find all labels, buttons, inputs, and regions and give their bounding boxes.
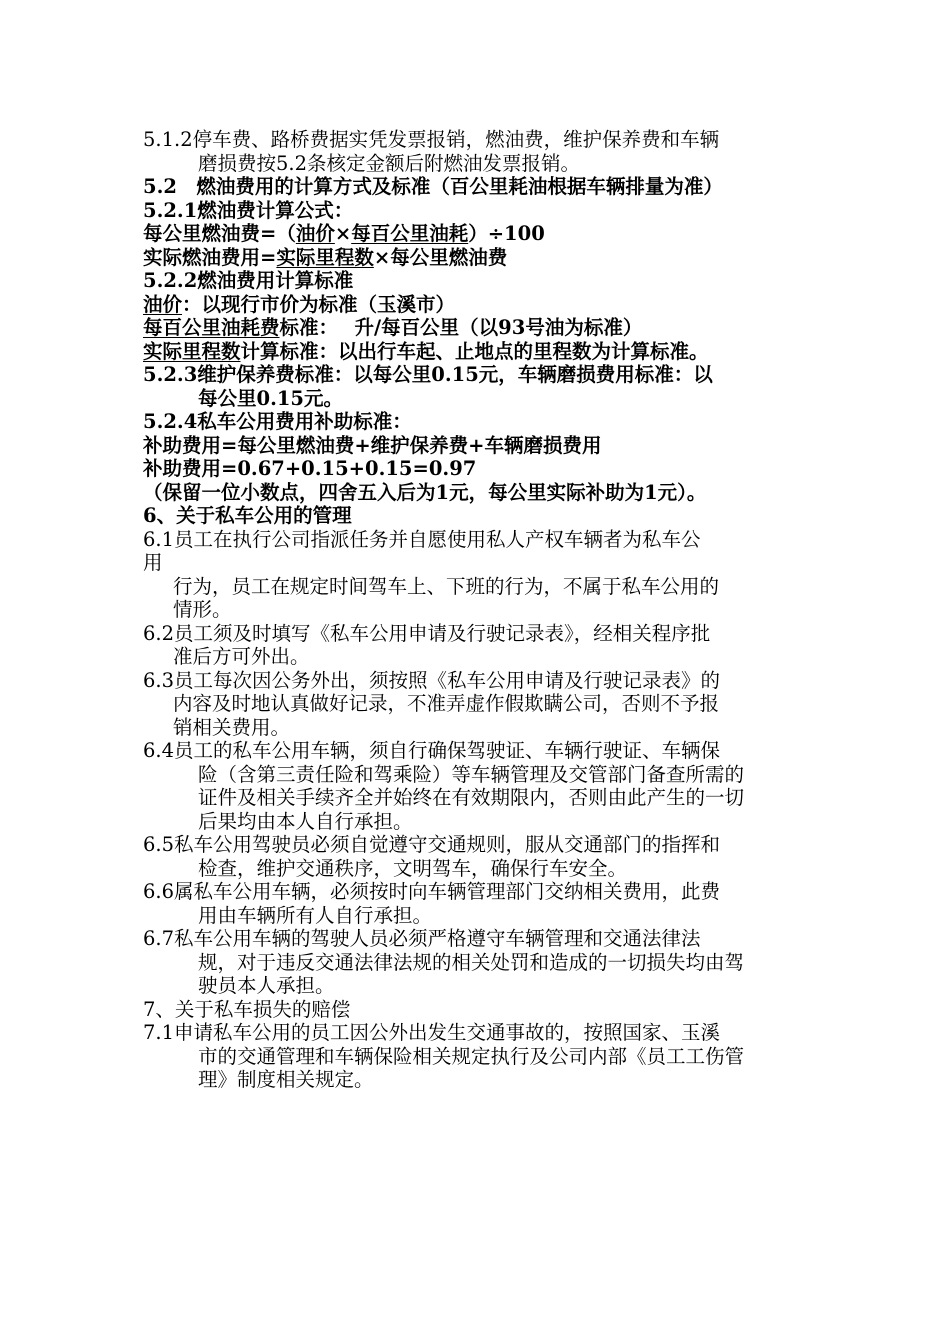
subsection-heading: 5.2.2燃油费用计算标准 — [143, 269, 354, 292]
subsection-heading: 5.2.1燃油费计算公式： — [143, 198, 354, 222]
text-line: 6.1员工在执行公司指派任务并自愿使用私人产权车辆者为私车公 — [143, 527, 701, 551]
section-heading: 6、关于私车公用的管理 — [143, 504, 352, 527]
text-span: ）÷100 — [468, 222, 545, 245]
text-line: 6.5私车公用驾驶员必须自觉遵守交通规则，服从交通部门的指挥和 — [143, 833, 721, 856]
underlined-term: 油价 — [295, 222, 335, 245]
subsection-heading: 5.2.4私车公用费用补助标准： — [143, 410, 412, 433]
text-span: 标准： 升/每百公里（以93号油为标准） — [279, 316, 643, 339]
text-line: 险（含第三责任险和驾乘险）等车辆管理及交管部门备查所需的 — [198, 762, 745, 786]
text-line: 内容及时地认真做好记录，不准弄虚作假欺瞒公司，否则不予报 — [173, 692, 720, 715]
formula-line — [143, 246, 815, 270]
text-span: 每公里燃油费=（ — [143, 222, 296, 245]
text-line: 理》制度相关规定。 — [198, 1068, 374, 1091]
formula-line: 补助费用=0.67+0.15+0.15=0.97 — [143, 457, 477, 480]
text-line: 驶员本人承担。 — [198, 974, 335, 997]
text-line: 6.3员工每次因公务外出，须按照《私车公用申请及行驶记录表》的 — [143, 668, 721, 692]
text-line: 行为，员工在规定时间驾车上、下班的行为，不属于私车公用的 — [173, 574, 720, 598]
text-line: 检查，维护交通秩序，文明驾车，确保行车安全。 — [198, 856, 628, 880]
section-heading: 7、关于私车损失的赔偿 — [143, 997, 351, 1021]
text-line: （保留一位小数点，四舍五入后为1元，每公里实际补助为1元）。 — [143, 480, 707, 504]
underlined-term: 实际里程数 — [276, 245, 374, 269]
text-line: 规，对于违反交通法律法规的相关处罚和造成的一切损失均由驾 — [198, 950, 745, 974]
text-line: 6.6属私车公用车辆，必须按时向车辆管理部门交纳相关费用，此费 — [143, 880, 721, 903]
text-line: 用 — [143, 551, 163, 574]
text-line: 每公里0.15元。 — [198, 386, 343, 410]
text-line — [143, 293, 815, 317]
text-line: 证件及相关手续齐全并始终在有效期限内，否则由此产生的一切 — [198, 786, 745, 809]
text-span: ×每公里燃油费 — [373, 245, 508, 269]
section-heading: 5.2 燃油费用的计算方式及标准（百公里耗油根据车辆排量为准） — [143, 175, 723, 198]
underlined-term: 实际里程数 — [143, 339, 241, 363]
text-line: 5.2.3维护保养费标准：以每公里0.15元，车辆磨损费用标准：以 — [143, 363, 713, 386]
text-line: 6.2员工须及时填写《私车公用申请及行驶记录表》，经相关程序批 — [143, 621, 711, 645]
text-line: 5.1.2停车费、路桥费据实凭发票报销，燃油费，维护保养费和车辆 — [143, 128, 720, 151]
text-line: 销相关费用。 — [173, 715, 291, 739]
text-line — [143, 340, 815, 364]
underlined-term: 油价 — [143, 292, 183, 316]
text-line: 准后方可外出。 — [173, 645, 310, 668]
text-line: 6.4员工的私车公用车辆，须自行确保驾驶证、车辆行驶证、车辆保 — [143, 739, 721, 762]
text-line: 情形。 — [173, 598, 232, 621]
text-span: 计算标准：以出行车起、止地点的里程数为计算标准。 — [240, 339, 709, 363]
text-line: 市的交通管理和车辆保险相关规定执行及公司内部《员工工伤管 — [198, 1044, 745, 1068]
text-line — [143, 316, 815, 340]
text-line: 后果均由本人自行承担。 — [198, 809, 413, 833]
text-span: × — [334, 222, 352, 245]
text-span: ：以现行市价为标准（玉溪市） — [182, 292, 456, 316]
underlined-term: 每百公里油耗 — [351, 222, 469, 245]
text-line: 磨损费按5.2条核定金额后附燃油发票报销。 — [198, 151, 581, 175]
formula-line: 补助费用=每公里燃油费+维护保养费+车辆磨损费用 — [143, 433, 602, 457]
underlined-term: 每百公里油耗费 — [143, 316, 280, 339]
document-page — [143, 128, 815, 1092]
text-line: 7.1申请私车公用的员工因公外出发生交通事故的，按照国家、玉溪 — [143, 1021, 721, 1044]
text-line: 用由车辆所有人自行承担。 — [198, 903, 433, 927]
text-span: 实际燃油费用= — [143, 245, 277, 269]
text-line: 6.7私车公用车辆的驾驶人员必须严格遵守车辆管理和交通法律法 — [143, 927, 701, 950]
formula-line — [143, 222, 815, 246]
